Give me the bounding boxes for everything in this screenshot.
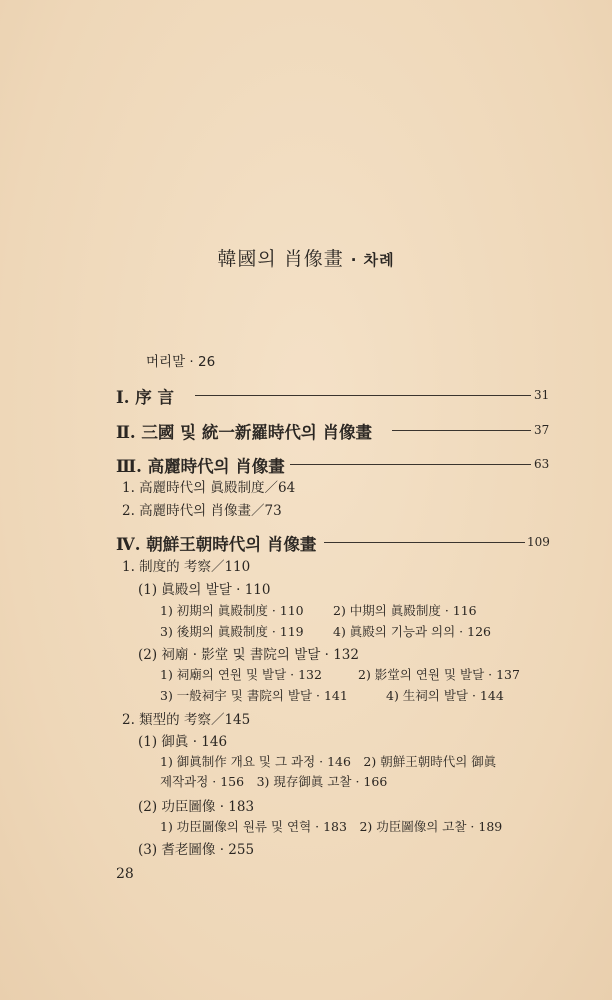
section-2 [116, 419, 372, 443]
section-1-number: Ⅰ. [116, 388, 130, 407]
title-suffix: · 차례 [350, 251, 395, 269]
section-4-page: 109 [527, 535, 550, 549]
p2-a-line-2: 제작과정 · 156 3) 現存御眞 고찰 · 166 [160, 774, 388, 789]
p1-a-item-2: 2) 中期의 眞殿制度 · 116 [333, 603, 477, 618]
joseon-p2-a: (1) 御眞 · 146 [138, 734, 228, 750]
section-3-title: 高麗時代의 肖像畫 [147, 457, 285, 476]
section-3 [116, 453, 285, 477]
section-4-title: 朝鮮王朝時代의 肖像畫 [146, 535, 317, 554]
section-2-leader [392, 430, 531, 431]
section-1-title: 序 言 [135, 388, 174, 407]
section-2-title: 三國 및 統一新羅時代의 肖像畫 [141, 423, 373, 442]
joseon-part-2: 2. 類型的 考察／145 [122, 712, 251, 728]
joseon-p2-b: (2) 功臣圖像 · 183 [138, 799, 255, 815]
joseon-p1-a: (1) 眞殿의 발달 · 110 [138, 582, 271, 598]
p1-a-item-4: 4) 眞殿의 기능과 의의 · 126 [333, 624, 491, 639]
section-3-page: 63 [534, 457, 550, 471]
goryeo-entry-1: 1. 高麗時代의 眞殿制度／64 [122, 480, 296, 496]
p1-a-item-1: 1) 初期의 眞殿制度 · 110 [160, 603, 304, 618]
joseon-p1-b: (2) 祠廟 · 影堂 및 書院의 발달 · 132 [138, 647, 359, 663]
p1-a-item-3: 3) 後期의 眞殿制度 · 119 [160, 624, 304, 639]
p1-b-item-4: 4) 生祠의 발달 · 144 [386, 688, 504, 703]
joseon-p2-c: (3) 耆老圖像 · 255 [138, 842, 255, 858]
section-1-page: 31 [534, 388, 550, 402]
p1-b-item-2: 2) 影堂의 연원 및 발달 · 137 [358, 667, 520, 682]
section-4-number: Ⅳ. [116, 535, 141, 554]
p1-b-item-3: 3) 一般祠宇 및 書院의 발달 · 141 [160, 688, 348, 703]
page-number: 28 [116, 866, 134, 882]
joseon-part-1: 1. 制度的 考察／110 [122, 559, 251, 575]
section-1-leader [195, 395, 531, 396]
section-4 [116, 531, 316, 555]
section-3-number: Ⅲ. [116, 457, 142, 476]
page-title [0, 244, 612, 271]
p2-b-line: 1) 功臣圖像의 원류 및 연혁 · 183 2) 功臣圖像의 고찰 · 189 [160, 819, 503, 834]
goryeo-entry-2: 2. 高麗時代의 肖像畫／73 [122, 503, 282, 519]
section-2-number: Ⅱ. [116, 423, 136, 442]
section-4-leader [324, 542, 525, 543]
preface-entry: 머리말 · 26 [146, 354, 216, 370]
title-main: 韓國의 肖像畫 [217, 248, 344, 270]
section-3-leader [290, 464, 531, 465]
p2-a-line-1: 1) 御眞制作 개요 및 그 과정 · 146 2) 朝鮮王朝時代의 御眞 [160, 754, 497, 769]
section-2-page: 37 [534, 423, 550, 437]
p1-b-item-1: 1) 祠廟의 연원 및 발달 · 132 [160, 667, 322, 682]
section-1 [116, 384, 174, 408]
